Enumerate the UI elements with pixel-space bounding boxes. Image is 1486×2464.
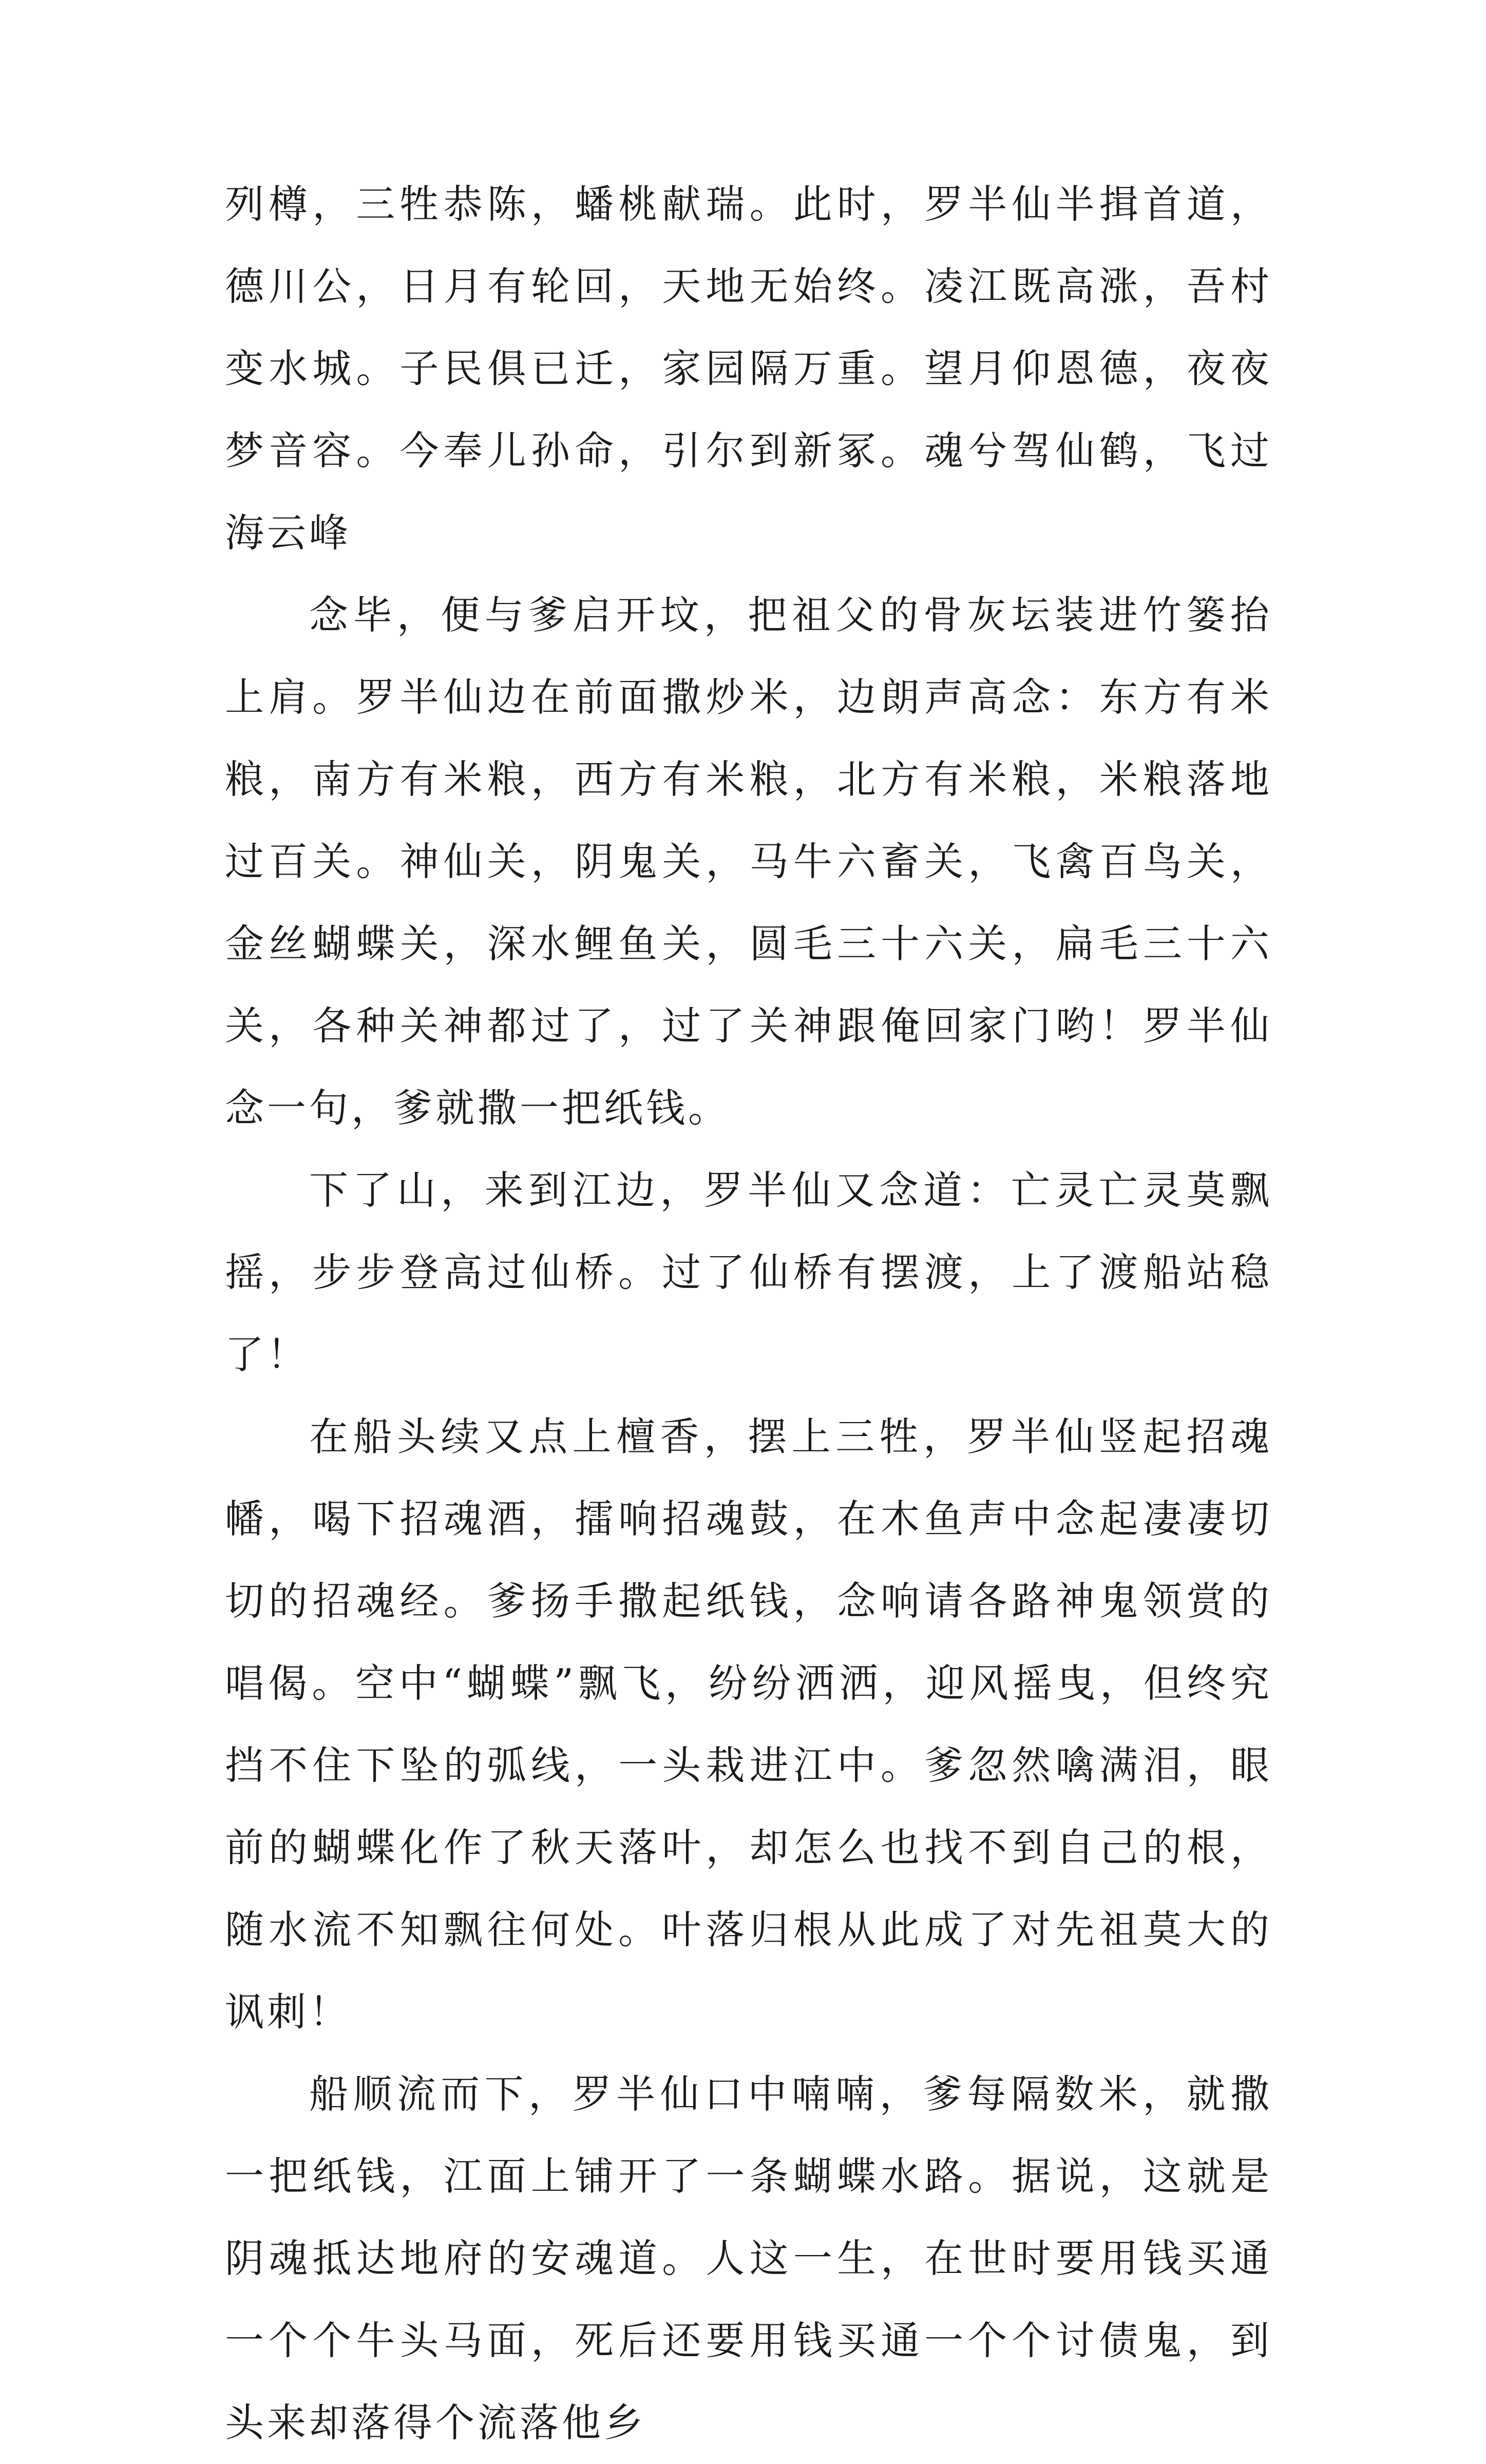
document-body [225,163,1272,2464]
paragraph-3: 下了山，来到江边，罗半仙又念道：亡灵亡灵莫飘摇，步步登高过仙桥。过了仙桥有摆渡，上了渡船站稳了！ [225,1167,1272,1377]
paragraph-1: 列樽，三牲恭陈，蟠桃献瑞。此时，罗半仙半揖首道，德川公，日月有轮回，天地无始终。凌江既高涨，吾村变水城。子民俱已迁，家园隔万重。望月仰恩德，夜夜梦音容。今奉儿孙命，引尔到新冢。魂兮驾仙鹤，飞过海云峰 [225,181,1272,556]
paragraph-4: 在船头续又点上檀香，摆上三牲，罗半仙竖起招魂幡，喝下招魂酒，擂响招魂鼓，在木鱼声中念起凄凄切切的招魂经。爹扬手撒起纸钱，念响请各路神鬼领赏的唱偈。空中“蝴蝶”飘飞，纷纷洒洒，迎风摇曳，但终究挡不住下坠的弧线，一头栽进江中。爹忽然噙满泪，眼前的蝴蝶化作了秋天落叶，却怎么也找不到自己的根，随水流不知飘往何处。叶落归根从此成了对先祖莫大的讽刺！ [225,1414,1272,2035]
paragraph-5: 船顺流而下，罗半仙口中喃喃，爹每隔数米，就撒一把纸钱，江面上铺开了一条蝴蝶水路。据说，这就是阴魂抵达地府的安魂道。人这一生，在世时要用钱买通一个个牛头马面，死后还要用钱买通一个个讨债鬼，到头来却落得个流落他乡 [225,2071,1272,2446]
paragraph-2: 念毕，便与爹启开坟，把祖父的骨灰坛装进竹篓抬上肩。罗半仙边在前面撒炒米，边朗声高念：东方有米粮，南方有米粮，西方有米粮，北方有米粮，米粮落地过百关。神仙关，阴鬼关，马牛六畜关，飞禽百鸟关，金丝蝴蝶关，深水鲤鱼关，圆毛三十六关，扁毛三十六关，各种关神都过了，过了关神跟俺回家门哟！罗半仙念一句，爹就撒一把纸钱。 [225,592,1272,1131]
